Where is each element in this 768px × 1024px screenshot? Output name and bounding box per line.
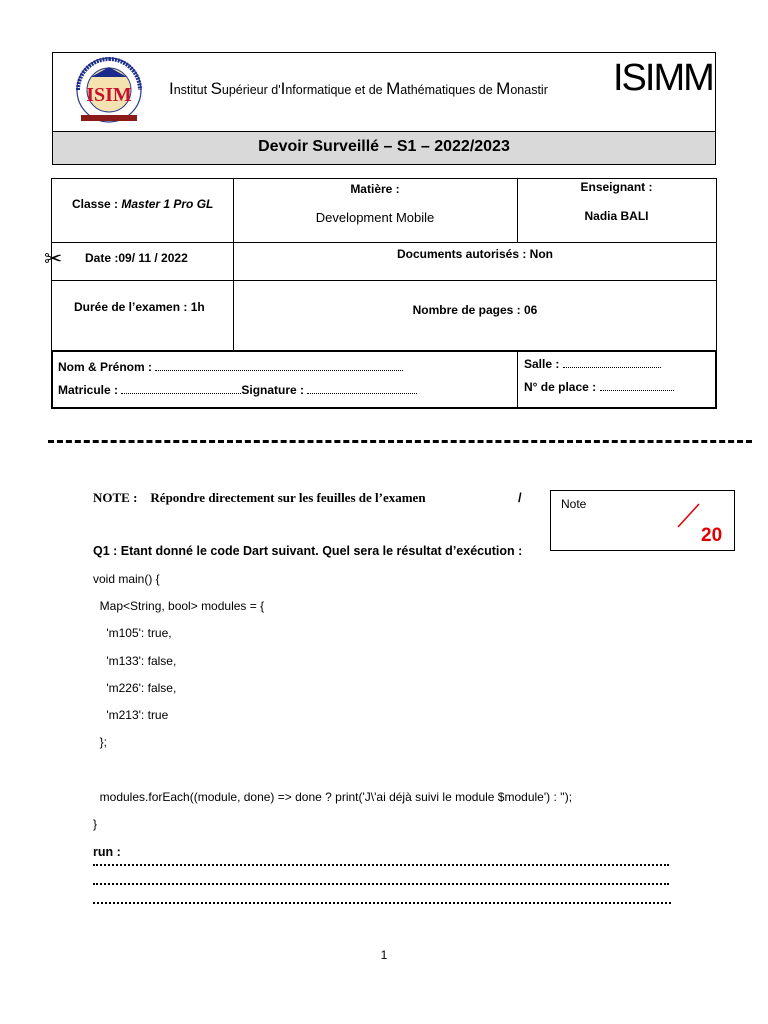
place-field[interactable]: N° de place : [524,380,674,394]
matricule-field[interactable]: Matricule : Signature : [58,383,417,397]
page-number: 1 [380,948,388,962]
header-box [52,52,716,165]
run-label: run : [93,845,121,859]
matiere-value: Development Mobile [315,210,435,225]
institute-name: Institut Supérieur d'Informatique et de Mathématiques de Monastir [169,79,548,98]
code-line: } [93,817,98,831]
code-line: 'm105': true, [93,626,172,640]
date-cell: Date :09/ 11 / 2022 [85,251,188,265]
code-line: Map<String, bool> modules = { [93,599,265,613]
isim-logo [61,57,157,127]
note-instruction: NOTE : Répondre directement sur les feuilles de l’examen [93,490,426,505]
code-line: }; [93,735,108,749]
code-line: modules.forEach((module, done) => done ? print('J\'ai déjà suivi le module $module') : ''); [93,790,573,804]
nom-field[interactable]: Nom & Prénom : [58,360,403,374]
matiere-label: Matière : [350,182,400,196]
code-line: 'm133': false, [93,654,177,668]
enseignant-label: Enseignant : [580,180,653,194]
classe-cell: Classe : Master 1 Pro GL [72,197,214,211]
header-top [53,53,715,131]
exam-title: Devoir Surveillé – S1 – 2022/2023 [258,138,510,155]
brand-logo: ISIMM [613,57,713,99]
code-line: 'm213': true [93,708,169,722]
student-identity-box [51,350,717,409]
enseignant-value: Nadia BALI [584,209,649,223]
code-line: void main() { [93,572,160,586]
question-1: Q1 : Etant donné le code Dart suivant. Quel sera le résultat d’exécution : [93,544,523,558]
duree-cell: Durée de l’examen : 1h [74,300,205,314]
answer-line[interactable] [93,864,669,866]
note-slash: / [518,490,522,505]
documents-cell: Documents autorisés : Non [396,247,554,261]
scissors-icon: ✂ [44,246,63,271]
grade-box[interactable] [550,490,735,551]
answer-line[interactable] [93,902,671,904]
answer-line[interactable] [93,883,669,885]
exam-info-table [51,178,717,351]
cut-line [48,440,752,443]
pages-cell: Nombre de pages : 06 [412,303,538,317]
logo-text: ISIM [86,84,132,106]
salle-field[interactable]: Salle : [524,357,661,371]
grade-max: 20 [701,525,723,546]
grade-label: Note [561,497,587,511]
grade-slash-icon [675,501,703,529]
title-bar [53,131,715,164]
code-line: 'm226': false, [93,681,177,695]
